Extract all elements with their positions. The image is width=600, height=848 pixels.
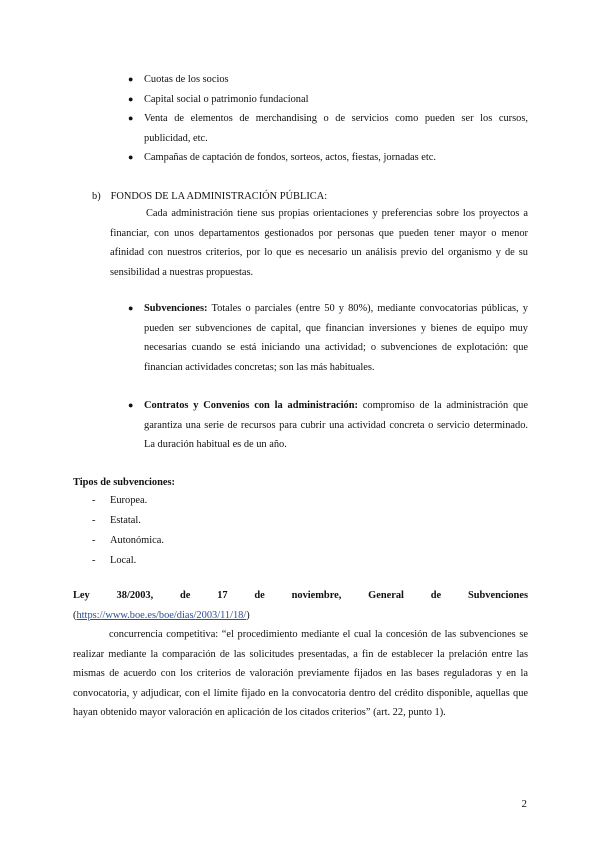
list-item	[128, 396, 528, 455]
tipos-title: Tipos de subvenciones:	[73, 477, 176, 488]
bullet-icon: ●	[128, 74, 134, 84]
section-marker: b)	[92, 191, 101, 202]
page-number: 2	[521, 798, 527, 810]
subvenciones-label: Subvenciones:	[144, 303, 208, 314]
list-item: ● Capital social o patrimonio fundacional	[128, 90, 528, 110]
ley-title: Ley 38/2003, de 17 de noviembre, General de Subvenciones	[73, 590, 528, 601]
funding-sources-list	[128, 70, 528, 168]
list-item: - Autonómica.	[92, 531, 164, 551]
section-paragraph: Cada administración tiene sus propias orientaciones y preferencias sobre los proyectos a financiar, con unos departamentos gestionados por personas que pueden tener mayor o menor afinidad con nuestros criterios, por lo que es necesario un análisis previo del organismo y de su sensibilidad a nuestras propuestas.	[110, 208, 528, 278]
ley-section	[73, 586, 528, 723]
subvenciones-text: Totales o parciales (entre 50 y 80%), mediante convocatorias públicas, y pueden ser subvenciones de capital, que financian inversiones y bienes de equipo muy necesarias cuando se está iniciando una actividad; o subvenciones de explotación: que financian actividades concretas; son las más habituales.	[144, 303, 528, 373]
dash-marker: -	[92, 535, 96, 546]
contratos-text: compromiso de la administración que garantiza una serie de recursos para cubrir una actividad concreta o servicio determinado. La duración habitual es de un año.	[144, 400, 528, 450]
contratos-label: Contratos y Convenios con la administración:	[144, 400, 358, 411]
bullet-icon: ●	[128, 152, 134, 162]
section-title: FONDOS DE LA ADMINISTRACIÓN PÚBLICA:	[110, 191, 328, 202]
tipos-list	[92, 491, 164, 571]
bullet-icon: ●	[128, 303, 134, 313]
list-item: ● Campañas de captación de fondos, sorteos, actos, fiestas, jornadas etc.	[128, 148, 528, 168]
list-item	[128, 299, 528, 377]
boe-link[interactable]: https://www.boe.es/boe/dias/2003/11/18/	[76, 609, 247, 621]
dash-marker: -	[92, 515, 96, 526]
bullet-icon: ●	[128, 400, 134, 410]
list-item: - Local.	[92, 551, 164, 571]
dash-marker: -	[92, 555, 96, 566]
bullet-icon: ●	[128, 93, 134, 104]
list-item: - Estatal.	[92, 511, 164, 531]
bullet-icon: ●	[128, 113, 134, 123]
ley-body: concurrencia competitiva: “el procedimiento mediante el cual la concesión de las subvenciones se realizar mediante la comparación de las solicitudes presentadas, a fin de establecer la prelación entre las mismas de acuerdo con los criterios de valoración previamente fijados en las bases reguladoras y en la convocatoria, y adjudicar, con el límite fijado en la convocatoria dentro del crédito disponible, aquellas que hayan obtenido mayor valoración en aplicación de los citados criterios” (art. 22, punto 1).	[73, 629, 528, 718]
dash-marker: -	[92, 495, 96, 506]
contratos-list	[128, 396, 528, 455]
list-item: ● Cuotas de los socios	[128, 70, 528, 90]
subvenciones-list	[128, 299, 528, 377]
list-item: ● Venta de elementos de merchandising o de servicios como pueden ser los cursos, publicidad, etc.	[128, 109, 528, 148]
list-item: - Europea.	[92, 491, 164, 511]
ley-link-line: (https://www.boe.es/boe/dias/2003/11/18/)	[73, 609, 250, 621]
